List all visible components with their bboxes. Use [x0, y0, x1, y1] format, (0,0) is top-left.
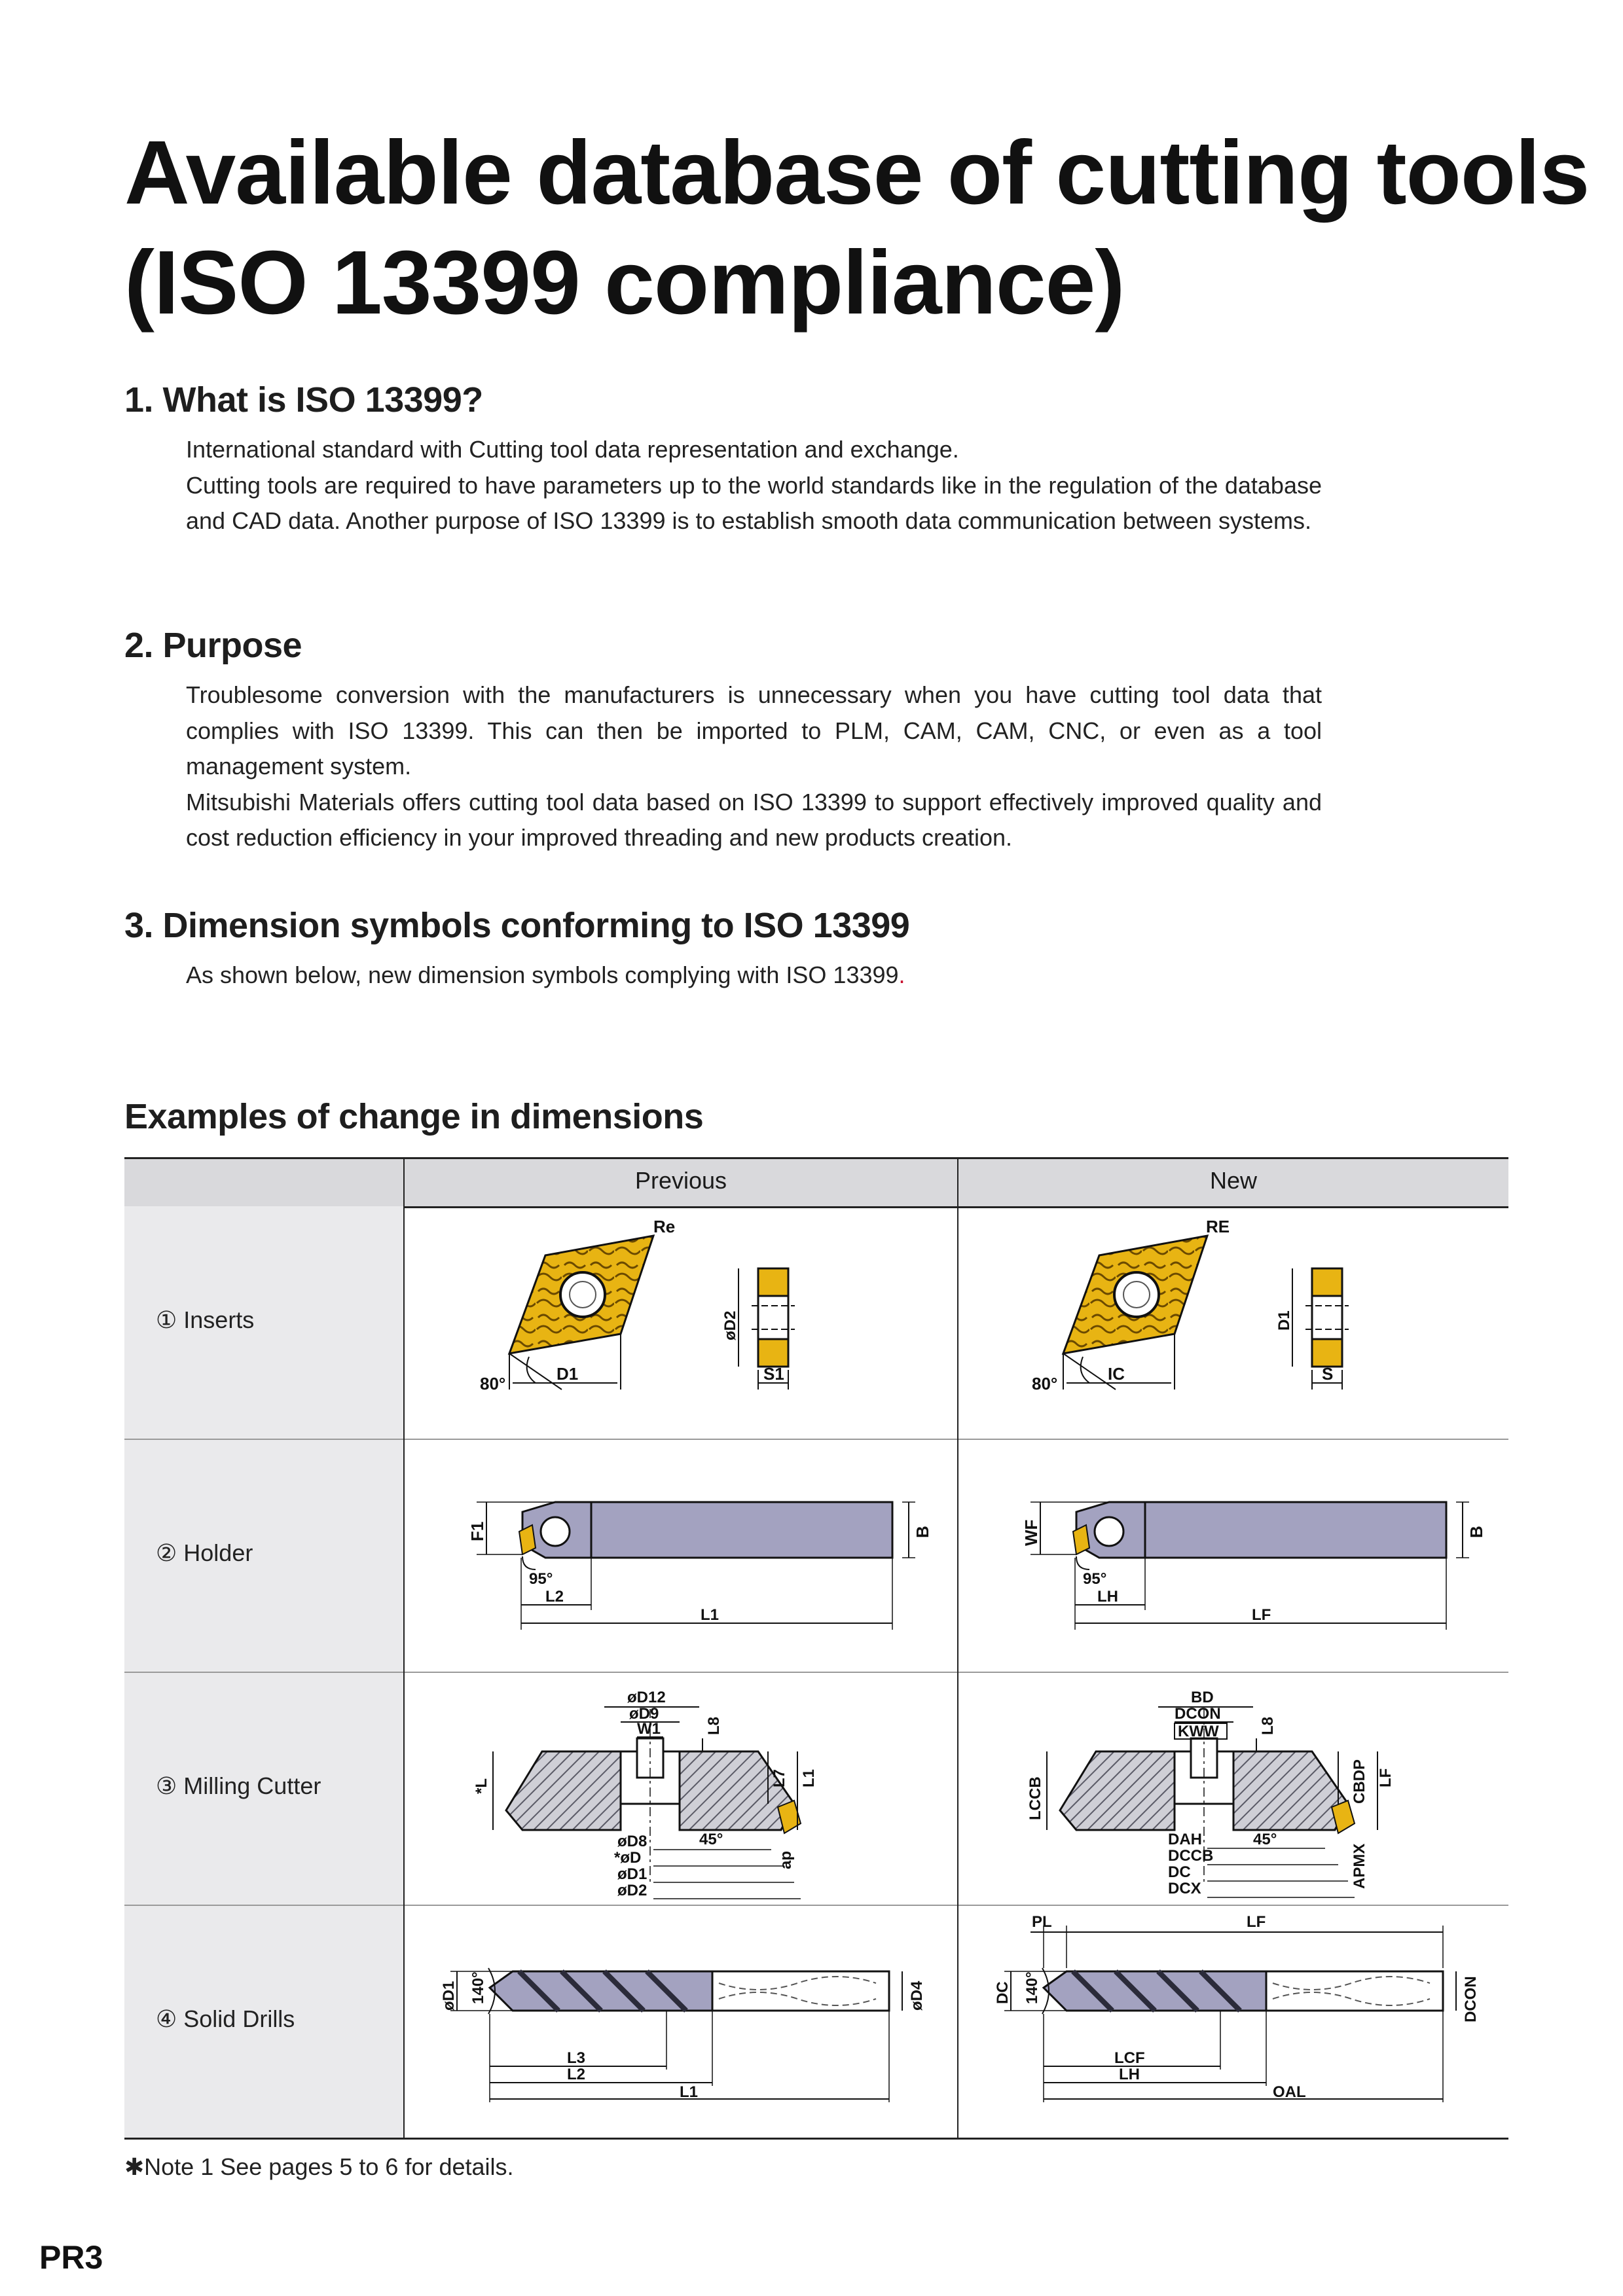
row-label-holder: ② Holder — [156, 1539, 253, 1566]
label-l2: L2 — [545, 1588, 564, 1605]
milling-diagram-previous — [405, 1673, 957, 1905]
drill-diagram-previous — [405, 1906, 957, 2138]
label-d12: øD12 — [627, 1689, 666, 1706]
section-3-heading: 3. Dimension symbols conforming to ISO 13399 — [124, 906, 910, 945]
label-angle: 45° — [699, 1831, 723, 1848]
label-lf: LF — [1247, 1913, 1266, 1931]
label-d1: D1 — [1275, 1310, 1293, 1331]
insert-diagram-previous — [405, 1206, 957, 1439]
label-dah: DAH — [1168, 1831, 1202, 1848]
page-number: PR3 — [39, 2239, 103, 2276]
drill-diagram-new — [958, 1906, 1508, 2138]
label-re: RE — [1206, 1217, 1230, 1236]
holder-diagram-new — [958, 1440, 1508, 1672]
milling-diagram-new — [958, 1673, 1508, 1905]
label-apmx: APMX — [1351, 1843, 1368, 1889]
label-d: *øD — [614, 1849, 642, 1867]
label-kww: KWW — [1178, 1723, 1219, 1740]
label-b: B — [913, 1526, 932, 1538]
section-2-para-1: Troublesome conversion with the manufacturers is unnecessary when you have cutting tool data that complies with ISO 13399. This can then be imported to PLM, CAM, CAM, CNC, or even as a tool management system. — [186, 681, 1322, 780]
section-3-body — [186, 958, 1322, 994]
label-angle: 95° — [529, 1570, 553, 1588]
label-dc: DC — [1168, 1863, 1191, 1881]
label-dcx: DCX — [1168, 1880, 1201, 1897]
label-d8: øD8 — [617, 1833, 647, 1850]
label-b: B — [1467, 1526, 1486, 1538]
label-l2: L2 — [567, 2066, 586, 2083]
holder-diagram-previous — [405, 1440, 957, 1672]
label-lccb: LCCB — [1027, 1776, 1044, 1820]
label-lh: LH — [1097, 1588, 1118, 1605]
page-title — [124, 118, 1589, 338]
label-l7: L7 — [771, 1768, 788, 1787]
label-l1: L1 — [701, 1606, 720, 1624]
label-angle: 80° — [1032, 1374, 1058, 1393]
section-1-para-2: Cutting tools are required to have parameters up to the world standards like in the regulation of the database and CAD data. Another purpose of ISO 13399 is to establish smooth data communication between systems. — [186, 471, 1322, 534]
header-previous: Previous — [634, 1167, 727, 1194]
row-label-milling: ③ Milling Cutter — [156, 1772, 321, 1799]
footnote: ✱Note 1 See pages 5 to 6 for details. — [124, 2153, 514, 2180]
label-lh: LH — [1119, 2066, 1140, 2083]
label-angle: 140° — [1023, 1971, 1041, 2004]
label-d1: D1 — [556, 1364, 579, 1384]
section-2-body — [186, 677, 1322, 856]
title-line-2: (ISO 13399 compliance) — [124, 232, 1125, 333]
section-2-para-2: Mitsubishi Materials offers cutting tool data based on ISO 13399 to support effectively improved quality and cost reduction efficiency in your improved threading and new products creation. — [186, 788, 1322, 851]
label-lcf: LCF — [1114, 2049, 1145, 2067]
insert-diagram-new — [958, 1206, 1508, 1439]
section-3-text: As shown below, new dimension symbols complying with ISO 13399 — [186, 961, 899, 988]
title-line-1: Available database of cutting tools — [124, 122, 1590, 223]
table-bottom-border — [124, 2138, 1508, 2140]
label-dc: DC — [994, 1981, 1012, 2004]
examples-heading: Examples of change in dimensions — [124, 1097, 704, 1136]
section-1-heading: 1. What is ISO 13399? — [124, 380, 483, 420]
section-1-body — [186, 432, 1322, 539]
label-oal: OAL — [1273, 2083, 1306, 2101]
label-bd: BD — [1191, 1689, 1214, 1706]
label-s1: S1 — [763, 1364, 784, 1384]
label-s: S — [1322, 1364, 1334, 1384]
dimension-change-table — [124, 1157, 1508, 2139]
section-1-para-1: International standard with Cutting tool data representation and exchange. — [186, 436, 959, 463]
section-3-para-1 — [186, 958, 1322, 994]
label-l1: L1 — [800, 1768, 818, 1787]
label-d1: øD1 — [617, 1865, 647, 1883]
label-w1: W1 — [637, 1720, 661, 1738]
label-ap: ap — [777, 1850, 795, 1869]
label-angle: 95° — [1083, 1570, 1107, 1588]
label-l: *L — [473, 1778, 490, 1794]
header-new: New — [1209, 1167, 1258, 1194]
label-d2: øD2 — [617, 1882, 647, 1899]
label-angle: 80° — [480, 1374, 506, 1393]
label-cbdp: CBDP — [1351, 1759, 1368, 1804]
label-l3: L3 — [567, 2049, 586, 2067]
label-d9: øD9 — [629, 1705, 659, 1723]
row-label-inserts: ① Inserts — [156, 1306, 255, 1333]
label-dccb: DCCB — [1168, 1847, 1214, 1865]
label-pl: PL — [1032, 1913, 1052, 1931]
label-d4: øD4 — [908, 1981, 926, 2011]
label-ic: IC — [1108, 1364, 1125, 1384]
label-l8: L8 — [1259, 1716, 1277, 1735]
label-angle: 140° — [469, 1971, 487, 2004]
label-lf: LF — [1377, 1768, 1395, 1787]
section-3-mark: . — [898, 961, 905, 988]
label-wf: WF — [1021, 1519, 1041, 1546]
label-d1: øD1 — [440, 1981, 458, 2011]
label-d2: øD2 — [721, 1310, 739, 1340]
row-label-drills: ④ Solid Drills — [156, 2005, 295, 2032]
label-f1: F1 — [467, 1521, 487, 1541]
label-l1: L1 — [680, 2083, 699, 2101]
label-l8: L8 — [705, 1716, 723, 1735]
label-angle: 45° — [1253, 1831, 1277, 1848]
label-dcon: DCON — [1175, 1705, 1221, 1723]
label-lf: LF — [1252, 1606, 1271, 1624]
section-2-heading: 2. Purpose — [124, 626, 302, 665]
label-re: Re — [653, 1217, 676, 1236]
label-dcon: DCON — [1462, 1976, 1480, 2022]
